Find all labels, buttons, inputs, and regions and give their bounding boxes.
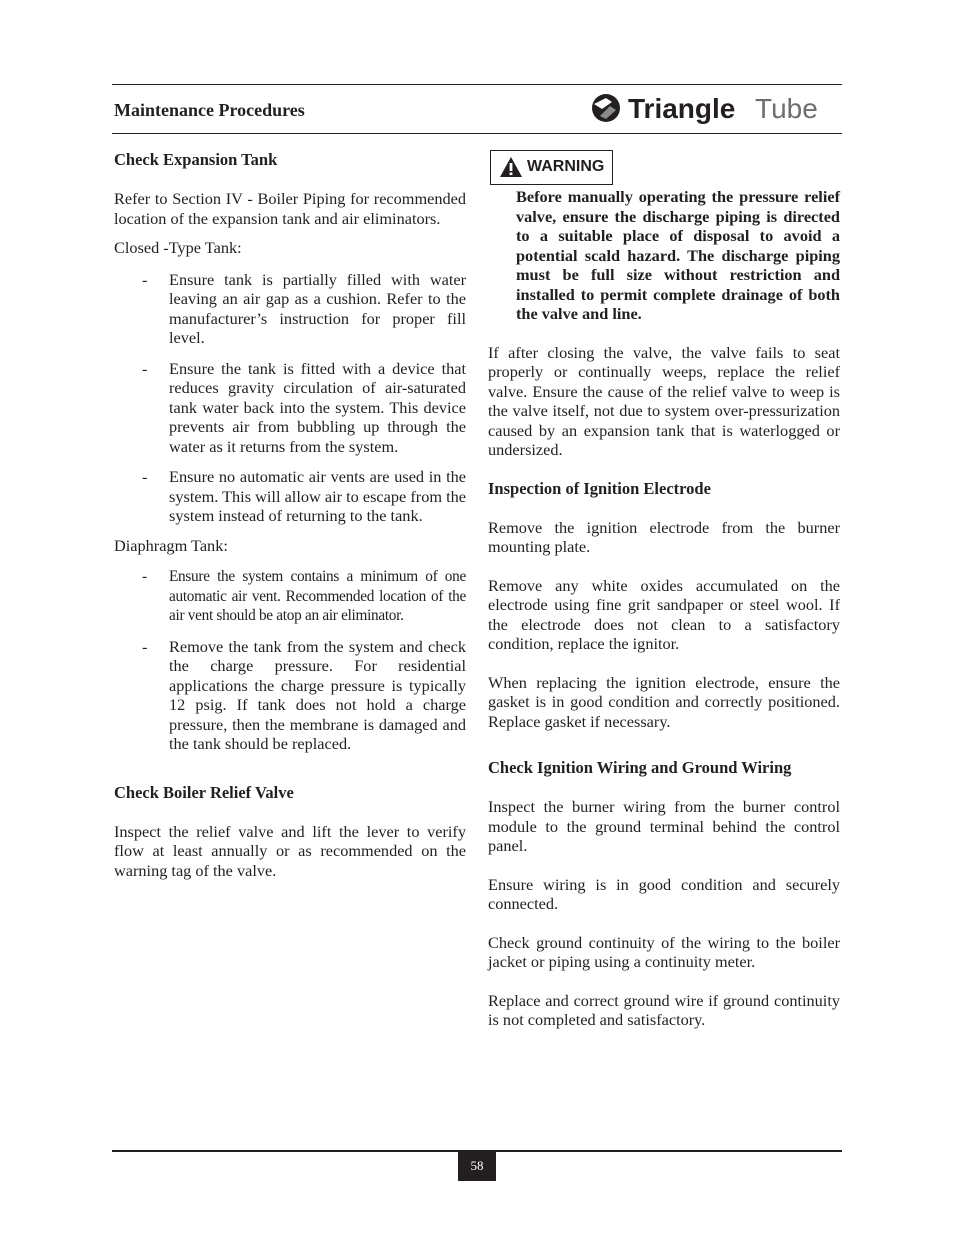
warning-label-box	[490, 150, 613, 185]
right-column	[488, 150, 840, 1030]
triangle-tube-logo	[590, 92, 840, 124]
electrode-heading: Inspection of Ignition Electrode	[488, 478, 711, 498]
closed-tank-list	[114, 270, 466, 526]
left-column	[114, 150, 466, 880]
header-bottom-rule	[112, 133, 842, 134]
warning-text: Before manually operating the pressure relief valve, ensure the discharge piping is directed to a suitable place of disposal to avoid a potential scald hazard. The discharge piping must be full size without restriction and installed to permit complete drainage of both the valve and line.	[516, 187, 840, 323]
svg-text:Triangle: Triangle	[628, 93, 736, 124]
header-top-rule	[112, 84, 842, 85]
expansion-intro: Refer to Section IV - Boiler Piping for recommended location of the expansion tank and air eliminators.	[114, 189, 466, 228]
electrode-paragraph: Remove the ignition electrode from the burner mounting plate.	[488, 517, 840, 556]
wiring-paragraph: Replace and correct ground wire if ground continuity is not completed and satisfactory.	[488, 990, 840, 1029]
electrode-paragraph: When replacing the ignition electrode, ensure the gasket is in good condition and correctly positioned. Replace gasket if necessary.	[488, 672, 840, 731]
list-item: - Ensure tank is partially filled with water leaving an air gap as a cushion. Refer to the manufacturer’s instruction for proper fill level.	[142, 269, 466, 347]
list-item: - Remove the tank from the system and check the charge pressure. For residential applications the charge pressure is typically 12 psig. If tank does not hold a charge pressure, then the membrane is damaged and the tank should be replaced.	[142, 636, 466, 753]
list-item: - Ensure no automatic air vents are used in the system. This will allow air to escape from the system instead of returning to the tank.	[142, 467, 466, 525]
warning-triangle-icon	[499, 156, 523, 178]
expansion-tank-heading: Check Expansion Tank	[114, 150, 278, 169]
section-title: Maintenance Procedures	[114, 100, 305, 120]
relief-valve-heading: Check Boiler Relief Valve	[114, 782, 294, 802]
list-item: - Ensure the system contains a minimum of one automatic air vent. Recommended location of the air vent should be atop an air eliminator.	[142, 568, 466, 624]
wiring-paragraph: Check ground continuity of the wiring to the boiler jacket or piping using a continuity meter.	[488, 932, 840, 971]
relief-valve-text: Inspect the relief valve and lift the lever to verify flow at least annually or as recommended on the warning tag of the valve.	[114, 821, 466, 880]
svg-text:Tube: Tube	[755, 93, 818, 124]
wiring-paragraph: Inspect the burner wiring from the burner control module to the ground terminal behind the control panel.	[488, 797, 840, 855]
triangle-tube-logo-icon	[590, 92, 840, 124]
electrode-paragraph: Remove any white oxides accumulated on the electrode using fine grit sandpaper or steel wool. If the electrode does not clean to a satisfactory condition, replace the ignitor.	[488, 575, 840, 653]
page-number: 58	[458, 1151, 496, 1181]
list-item: - Ensure the tank is fitted with a device that reduces gravity circulation of air-saturated tank water back into the system. This device prevents air from bubbling up through the water as it returns from the system.	[142, 358, 466, 456]
warning-label: WARNING	[527, 158, 605, 175]
diaphragm-tank-list	[114, 567, 466, 754]
relief-followup-text: If after closing the valve, the valve fails to seat properly or continually weeps, replace the relief valve. Ensure the cause of the relief valve to weep is the valve itself, not due to system over-pressurization caused by an expansion tank that is waterlogged or undersized.	[488, 342, 840, 459]
diaphragm-tank-label: Diaphragm Tank:	[114, 535, 228, 555]
wiring-paragraph: Ensure wiring is in good condition and securely connected.	[488, 874, 840, 913]
closed-tank-label: Closed -Type Tank:	[114, 238, 242, 257]
wiring-heading: Check Ignition Wiring and Ground Wiring	[488, 758, 792, 777]
